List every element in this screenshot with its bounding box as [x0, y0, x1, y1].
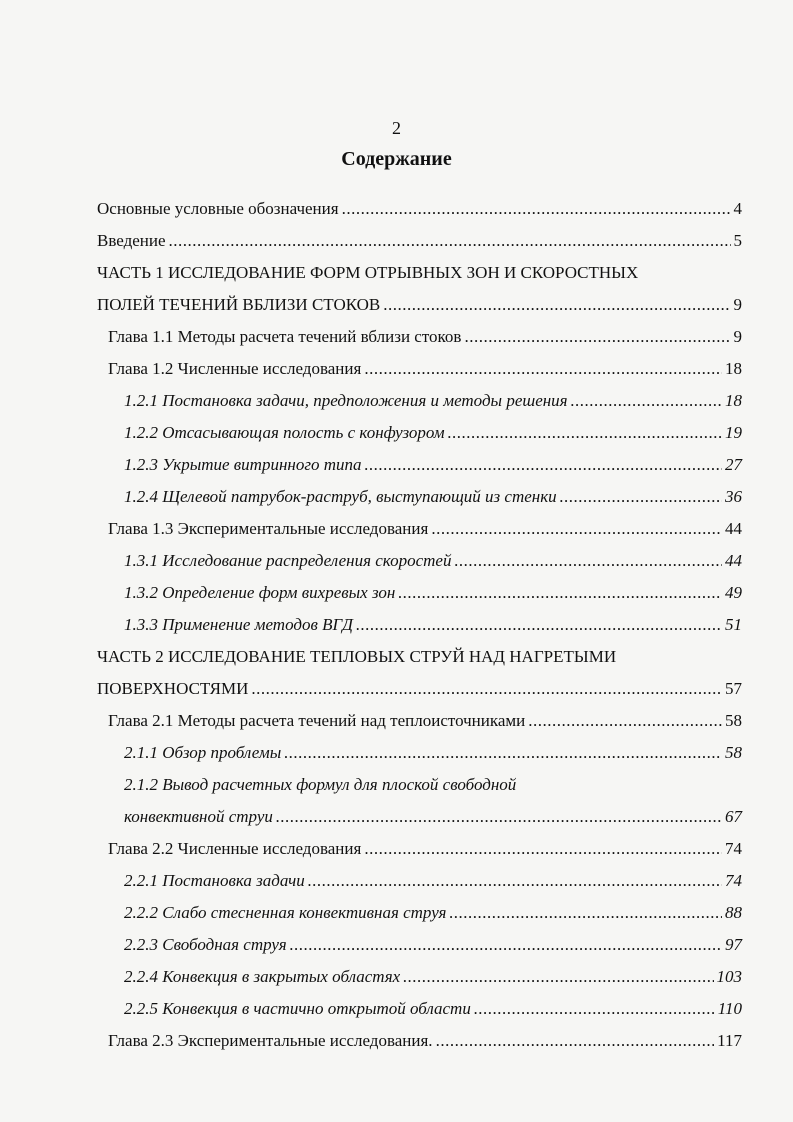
toc-entry-page: 4 [733, 199, 742, 218]
toc-entry-text: Основные условные обозначения [97, 199, 339, 218]
toc-entry-page: 51 [725, 615, 742, 634]
toc-entry [97, 513, 742, 545]
toc-entry [97, 961, 742, 993]
toc-entry-page: 19 [725, 423, 742, 442]
toc-entry-text: 2.1.1 Обзор проблемы [124, 743, 282, 762]
toc-entry-page: 58 [725, 743, 742, 762]
toc-entry [97, 417, 742, 449]
toc-entry [97, 993, 742, 1025]
toc-entry [97, 929, 742, 961]
toc-entry [97, 801, 742, 833]
dot-leader [342, 193, 731, 225]
dot-leader [454, 545, 722, 577]
toc-entry [97, 609, 742, 641]
dot-leader [365, 449, 723, 481]
dot-leader [474, 993, 715, 1025]
toc-entry-page: 9 [733, 295, 742, 314]
toc-entry-page: 58 [725, 711, 742, 730]
toc-entry [97, 705, 742, 737]
toc-entry [97, 289, 742, 321]
toc-entry-page: 97 [725, 935, 742, 954]
dot-leader [290, 929, 722, 961]
toc-entry-text: ЧАСТЬ 1 ИССЛЕДОВАНИЕ ФОРМ ОТРЫВНЫХ ЗОН И СКОРОСТНЫХ [97, 263, 639, 282]
toc-entry-text: Глава 1.1 Методы расчета течений вблизи стоков [108, 327, 462, 346]
toc-entry [97, 897, 742, 929]
page-title: Содержание [341, 148, 452, 170]
toc-entry-text: конвективной струи [124, 807, 273, 826]
toc-entry-page: 36 [725, 487, 742, 506]
toc-entry [97, 737, 742, 769]
dot-leader [431, 513, 722, 545]
dot-leader [251, 673, 722, 705]
dot-leader [448, 417, 722, 449]
dot-leader [403, 961, 713, 993]
toc-entry [97, 321, 742, 353]
toc-entry [97, 385, 742, 417]
dot-leader [364, 833, 722, 865]
toc-entry [97, 449, 742, 481]
table-of-contents [97, 193, 742, 1057]
dot-leader [464, 321, 730, 353]
toc-entry-text: 1.2.1 Постановка задачи, предположения и методы решения [124, 391, 568, 410]
toc-entry [97, 225, 742, 257]
page-number: 2 [392, 118, 401, 138]
dot-leader [284, 737, 722, 769]
toc-entry-page: 9 [733, 327, 742, 346]
toc-entry-text: Глава 2.3 Экспериментальные исследования. [108, 1031, 433, 1050]
toc-entry-page: 88 [725, 903, 742, 922]
dot-leader [436, 1025, 715, 1057]
toc-entry [97, 353, 742, 385]
toc-entry-page: 44 [725, 551, 742, 570]
dot-leader [398, 577, 722, 609]
toc-entry-text: 1.3.2 Определение форм вихревых зон [124, 583, 396, 602]
dot-leader [383, 289, 730, 321]
dot-leader [276, 801, 722, 833]
toc-entry-page: 44 [725, 519, 742, 538]
toc-entry-page: 27 [725, 455, 742, 474]
toc-entry-page: 117 [717, 1031, 742, 1050]
toc-entry-text: 1.3.3 Применение методов ВГД [124, 615, 353, 634]
toc-entry [97, 865, 742, 897]
dot-leader [169, 225, 731, 257]
toc-entry-text: 2.1.2 Вывод расчетных формул для плоской свободной [124, 775, 517, 794]
toc-entry-text: 1.2.4 Щелевой патрубок-раструб, выступающий из стенки [124, 487, 557, 506]
dot-leader [364, 353, 722, 385]
toc-entry-text: Глава 1.2 Численные исследования [108, 359, 362, 378]
toc-entry-page: 74 [725, 839, 742, 858]
toc-entry-text: 1.2.2 Отсасывающая полость с конфузором [124, 423, 445, 442]
toc-entry-text: 2.2.1 Постановка задачи [124, 871, 305, 890]
dot-leader [356, 609, 722, 641]
dot-leader [560, 481, 722, 513]
toc-entry [97, 577, 742, 609]
toc-entry [97, 833, 742, 865]
toc-entry [97, 673, 742, 705]
toc-entry [97, 481, 742, 513]
toc-entry-text: ПОВЕРХНОСТЯМИ [97, 679, 249, 698]
toc-entry-text: 1.3.1 Исследование распределения скоростей [124, 551, 452, 570]
toc-entry-page: 110 [717, 999, 742, 1018]
toc-entry [97, 1025, 742, 1057]
dot-leader [528, 705, 722, 737]
toc-entry-page: 18 [725, 359, 742, 378]
toc-entry-page: 67 [725, 807, 742, 826]
toc-entry-text: 2.2.5 Конвекция в частично открытой области [124, 999, 471, 1018]
toc-entry-text: ЧАСТЬ 2 ИССЛЕДОВАНИЕ ТЕПЛОВЫХ СТРУЙ НАД НАГРЕТЫМИ [97, 647, 617, 666]
toc-entry-page: 5 [733, 231, 742, 250]
toc-entry-text: Введение [97, 231, 166, 250]
toc-entry [97, 769, 742, 801]
toc-entry [97, 641, 742, 673]
toc-entry-text: 1.2.3 Укрытие витринного типа [124, 455, 362, 474]
toc-entry-page: 49 [725, 583, 742, 602]
toc-entry-text: Глава 2.2 Численные исследования [108, 839, 362, 858]
dot-leader [308, 865, 722, 897]
toc-entry-text: 2.2.4 Конвекция в закрытых областях [124, 967, 401, 986]
toc-entry-text: ПОЛЕЙ ТЕЧЕНИЙ ВБЛИЗИ СТОКОВ [97, 295, 381, 314]
toc-entry-page: 18 [725, 391, 742, 410]
dot-leader [571, 385, 722, 417]
toc-entry [97, 257, 742, 289]
toc-entry-page: 103 [716, 967, 742, 986]
toc-entry-text: Глава 1.3 Экспериментальные исследования [108, 519, 429, 538]
toc-entry [97, 193, 742, 225]
toc-entry-page: 74 [725, 871, 742, 890]
toc-entry [97, 545, 742, 577]
toc-entry-text: 2.2.3 Свободная струя [124, 935, 287, 954]
dot-leader [449, 897, 722, 929]
toc-entry-page: 57 [725, 679, 742, 698]
toc-entry-text: 2.2.2 Слабо стесненная конвективная струя [124, 903, 447, 922]
toc-entry-text: Глава 2.1 Методы расчета течений над теплоисточниками [108, 711, 526, 730]
